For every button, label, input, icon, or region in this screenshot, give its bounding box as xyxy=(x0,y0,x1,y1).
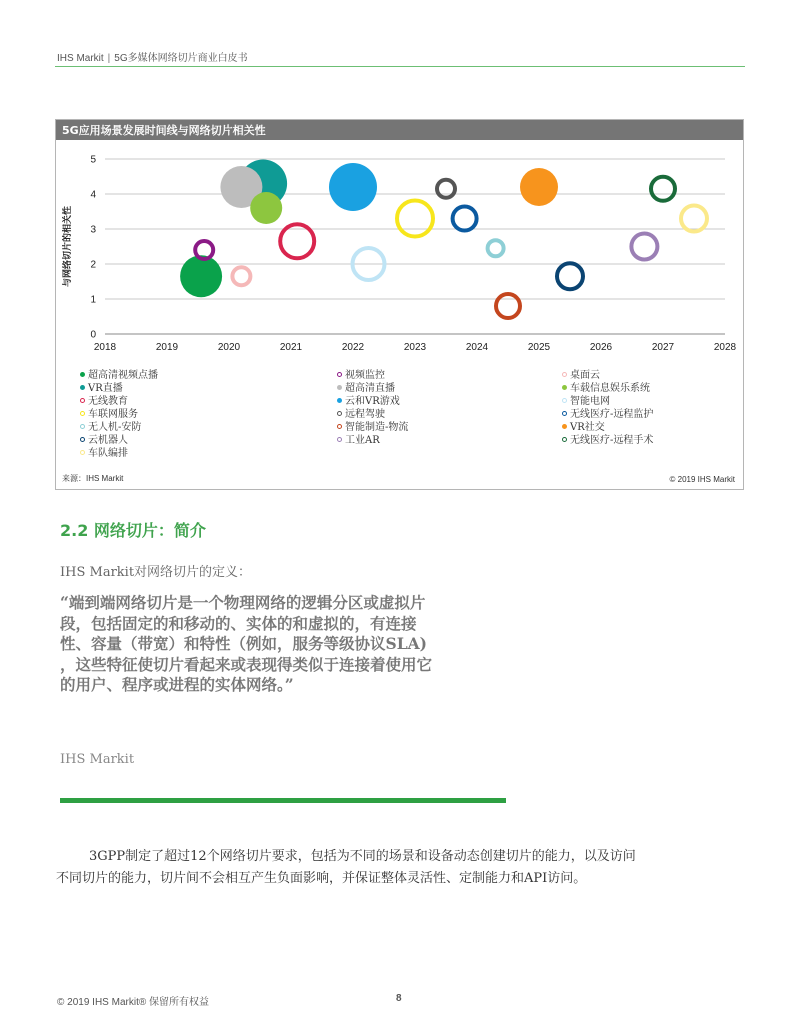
legend-dot-icon xyxy=(80,411,85,416)
quote-line: 性、容量（带宽）和特性（例如，服务等级协议SLA) xyxy=(60,634,427,653)
x-tick-label: 2021 xyxy=(279,342,303,353)
chart-source: 来源：IHS Markit xyxy=(62,474,124,483)
legend-dot-icon xyxy=(562,372,567,377)
y-tick-label: 4 xyxy=(90,189,96,201)
legend-dot-icon xyxy=(80,450,85,455)
legend-dot-icon xyxy=(562,424,567,429)
legend-label: 车联网服务 xyxy=(88,409,138,420)
definition-intro: IHS Markit对网络切片的定义： xyxy=(60,565,252,580)
x-tick-label: 2028 xyxy=(713,342,737,353)
body-line: 不同切片的能力，切片间不会相互产生负面影响，并保证整体灵活性、定制能力和API访问。 xyxy=(56,871,587,886)
y-tick-label: 1 xyxy=(90,294,96,306)
bubble xyxy=(681,206,707,232)
legend-label: 车载信息娱乐系统 xyxy=(570,383,650,394)
legend-label: 工业AR xyxy=(345,435,380,446)
bubble xyxy=(651,177,675,201)
page-number: 8 xyxy=(396,993,402,1004)
quote-line: ，这些特征使切片看起来或表现得类似于连接着使用它 xyxy=(60,654,433,674)
legend-label: 视频监控 xyxy=(345,370,385,381)
legend-label: 无人机-安防 xyxy=(88,422,142,433)
legend-dot-icon xyxy=(562,385,567,390)
legend-item xyxy=(80,444,128,459)
legend-dot-icon xyxy=(80,372,85,377)
y-tick-label: 3 xyxy=(90,224,96,236)
x-tick-label: 2026 xyxy=(589,342,613,353)
y-tick-label: 5 xyxy=(90,154,96,166)
bubble xyxy=(557,263,583,289)
quote-line: “端到端网络切片是一个物理网络的逻辑分区或虚拟片 xyxy=(60,593,426,612)
chart-title: 5G应用场景发展时间线与网络切片相关性 xyxy=(62,124,266,137)
legend-dot-icon xyxy=(337,424,342,429)
legend-label: 无线医疗-远程监护 xyxy=(570,409,654,420)
legend-dot-icon xyxy=(80,424,85,429)
chart-legend xyxy=(80,366,740,466)
legend-item xyxy=(337,431,380,446)
legend-dot-icon xyxy=(337,372,342,377)
bubble xyxy=(180,255,222,297)
x-tick-label: 2019 xyxy=(155,342,179,353)
legend-item xyxy=(562,431,653,446)
bubble xyxy=(631,234,657,260)
legend-dot-icon xyxy=(80,437,85,442)
legend-label: 云和VR游戏 xyxy=(345,396,400,407)
header-rule xyxy=(55,66,745,67)
legend-dot-icon xyxy=(562,398,567,403)
page-header xyxy=(57,49,248,64)
bubble xyxy=(496,294,520,318)
legend-label: VR社交 xyxy=(570,422,605,433)
x-tick-label: 2027 xyxy=(651,342,675,353)
bubble xyxy=(250,192,282,224)
bubble xyxy=(232,267,250,285)
legend-label: 桌面云 xyxy=(570,370,600,381)
legend-label: 智能制造-物流 xyxy=(345,422,409,433)
header-doc-title: 5G多媒体网络切片商业白皮书 xyxy=(114,53,248,64)
legend-dot-icon xyxy=(337,437,342,442)
x-tick-label: 2023 xyxy=(403,342,427,353)
legend-dot-icon xyxy=(337,385,342,390)
y-tick-label: 2 xyxy=(90,259,96,271)
y-tick-label: 0 xyxy=(90,329,96,341)
x-tick-label: 2018 xyxy=(93,342,117,353)
x-tick-label: 2024 xyxy=(465,342,489,353)
chart-container xyxy=(55,119,744,490)
bubble xyxy=(520,168,558,206)
quote-line: 的用户、程序或进程的实体网络。” xyxy=(60,675,294,694)
legend-dot-icon xyxy=(337,398,342,403)
legend-label: 无线教育 xyxy=(88,396,128,407)
legend-label: 智能电网 xyxy=(570,396,610,407)
legend-dot-icon xyxy=(80,385,85,390)
legend-dot-icon xyxy=(562,411,567,416)
legend-label: 超高清直播 xyxy=(345,383,395,394)
bubble xyxy=(453,207,477,231)
bubble xyxy=(488,240,504,256)
legend-label: 远程驾驶 xyxy=(345,409,385,420)
x-tick-label: 2022 xyxy=(341,342,365,353)
legend-dot-icon xyxy=(80,398,85,403)
header-brand: IHS Markit xyxy=(57,53,104,64)
legend-label: 车队编排 xyxy=(88,448,128,459)
section-title: 2.2 网络切片：简介 xyxy=(60,521,206,540)
legend-label: 无线医疗-远程手术 xyxy=(570,435,654,446)
bubble xyxy=(329,163,377,211)
y-axis-label: 与网络切片的相关性 xyxy=(63,205,73,288)
legend-dot-icon xyxy=(337,411,342,416)
legend-label: VR直播 xyxy=(88,383,123,394)
legend-label: 超高清视频点播 xyxy=(88,370,158,381)
legend-label: 云机器人 xyxy=(88,435,128,446)
body-paragraph xyxy=(56,846,746,890)
legend-dot-icon xyxy=(562,437,567,442)
header-separator: | xyxy=(107,53,111,64)
quote-source: IHS Markit xyxy=(60,752,135,767)
section-divider xyxy=(60,798,506,803)
body-line: 3GPP制定了超过12个网络切片要求，包括为不同的场景和设备动态创建切片的能力，以及访问 xyxy=(89,849,636,864)
bubble xyxy=(397,201,433,237)
x-tick-label: 2025 xyxy=(527,342,551,353)
quote-line: 段，包括固定的和移动的、实体的和虚拟的，有连接 xyxy=(60,613,417,633)
bubble xyxy=(437,180,455,198)
footer-copyright: © 2019 IHS Markit® 保留所有权益 xyxy=(57,997,209,1008)
x-tick-label: 2020 xyxy=(217,342,241,353)
chart-copyright: © 2019 IHS Markit xyxy=(669,475,735,484)
definition-quote xyxy=(60,593,520,696)
